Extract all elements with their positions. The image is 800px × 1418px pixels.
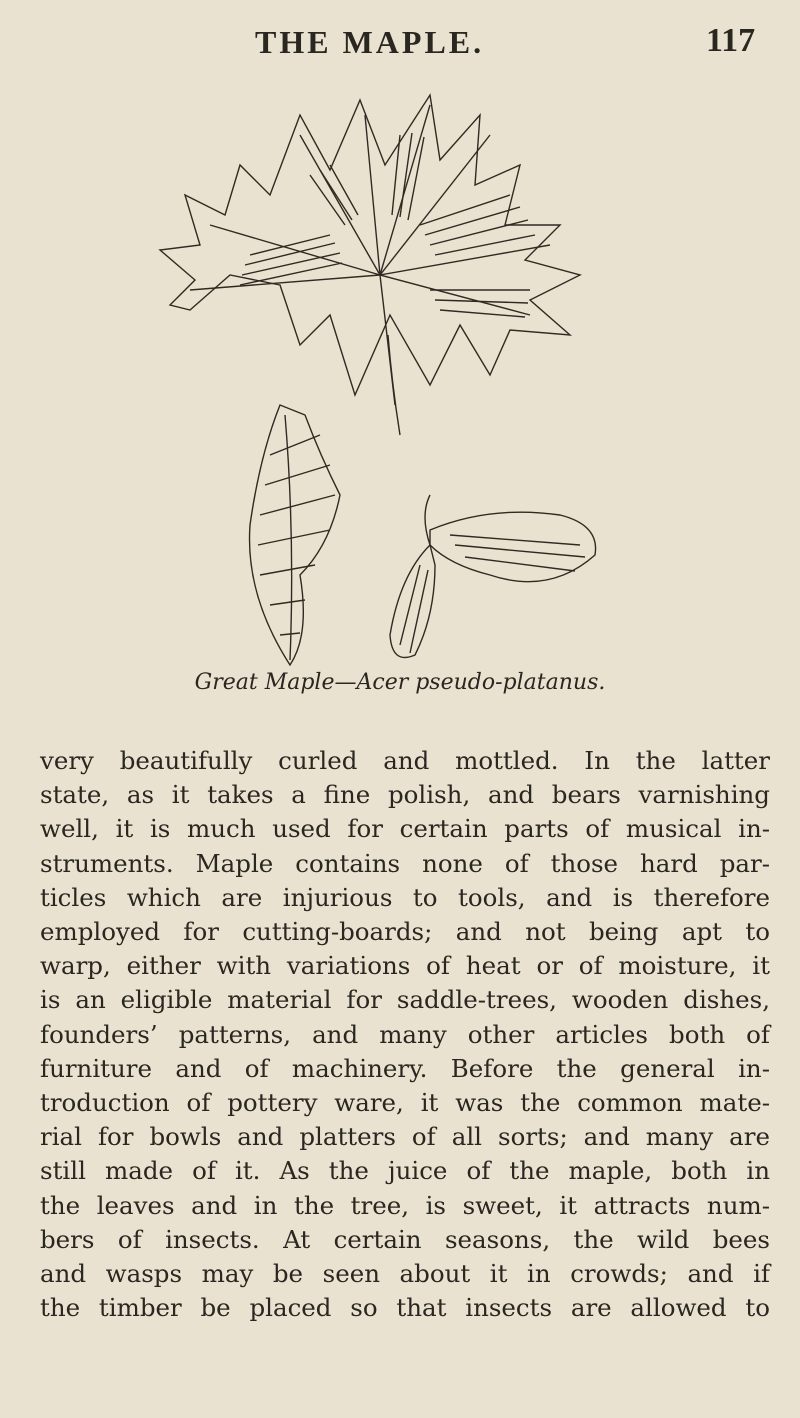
- text-line: founders’ patterns, and many other articles both of: [40, 1019, 770, 1049]
- text-line: troduction of pottery ware, it was the common mate-: [40, 1088, 770, 1118]
- text-line: struments. Maple contains none of those hard par-: [40, 848, 770, 878]
- text-line: very beautifully curled and mottled. In the latter: [40, 746, 770, 775]
- page-number: 117: [706, 22, 756, 59]
- text-line: state, as it takes a fine polish, and bears varnishing: [40, 780, 770, 810]
- text-line: employed for cutting-boards; and not being apt to: [40, 917, 770, 947]
- text-line: the timber be placed so that insects are allowed to: [40, 1293, 770, 1323]
- text-line: furniture and of machinery. Before the general in-: [40, 1053, 770, 1083]
- text-line: rial for bowls and platters of all sorts; and many are: [40, 1122, 770, 1152]
- text-line: ticles which are injurious to tools, and is therefore: [40, 882, 770, 912]
- upper-leaf: [160, 95, 580, 395]
- body-text: [40, 744, 770, 1325]
- seed-cluster: [250, 405, 341, 665]
- running-head: [0, 18, 800, 68]
- figure-caption: Great Maple—Acer pseudo-platanus.: [194, 670, 606, 695]
- stem: [388, 335, 400, 435]
- text-line: bers of insects. At certain seasons, the wild bees: [40, 1224, 770, 1254]
- text-line: warp, either with variations of heat or of moisture, it: [40, 951, 770, 981]
- maple-leaves-icon: [130, 75, 690, 675]
- text-line: is an eligible material for saddle-trees, wooden dishes,: [40, 985, 770, 1015]
- text-line: the leaves and in the tree, is sweet, it attracts num-: [40, 1190, 770, 1220]
- running-title: THE MAPLE.: [255, 24, 485, 60]
- samara-wing-right: [430, 512, 596, 582]
- text-line: well, it is much used for certain parts of musical in-: [40, 814, 770, 844]
- text-line: still made of it. As the juice of the maple, both in: [40, 1156, 770, 1186]
- text-line: and wasps may be seen about it in crowds; and if: [40, 1259, 770, 1289]
- maple-leaves-illustration: [130, 75, 690, 675]
